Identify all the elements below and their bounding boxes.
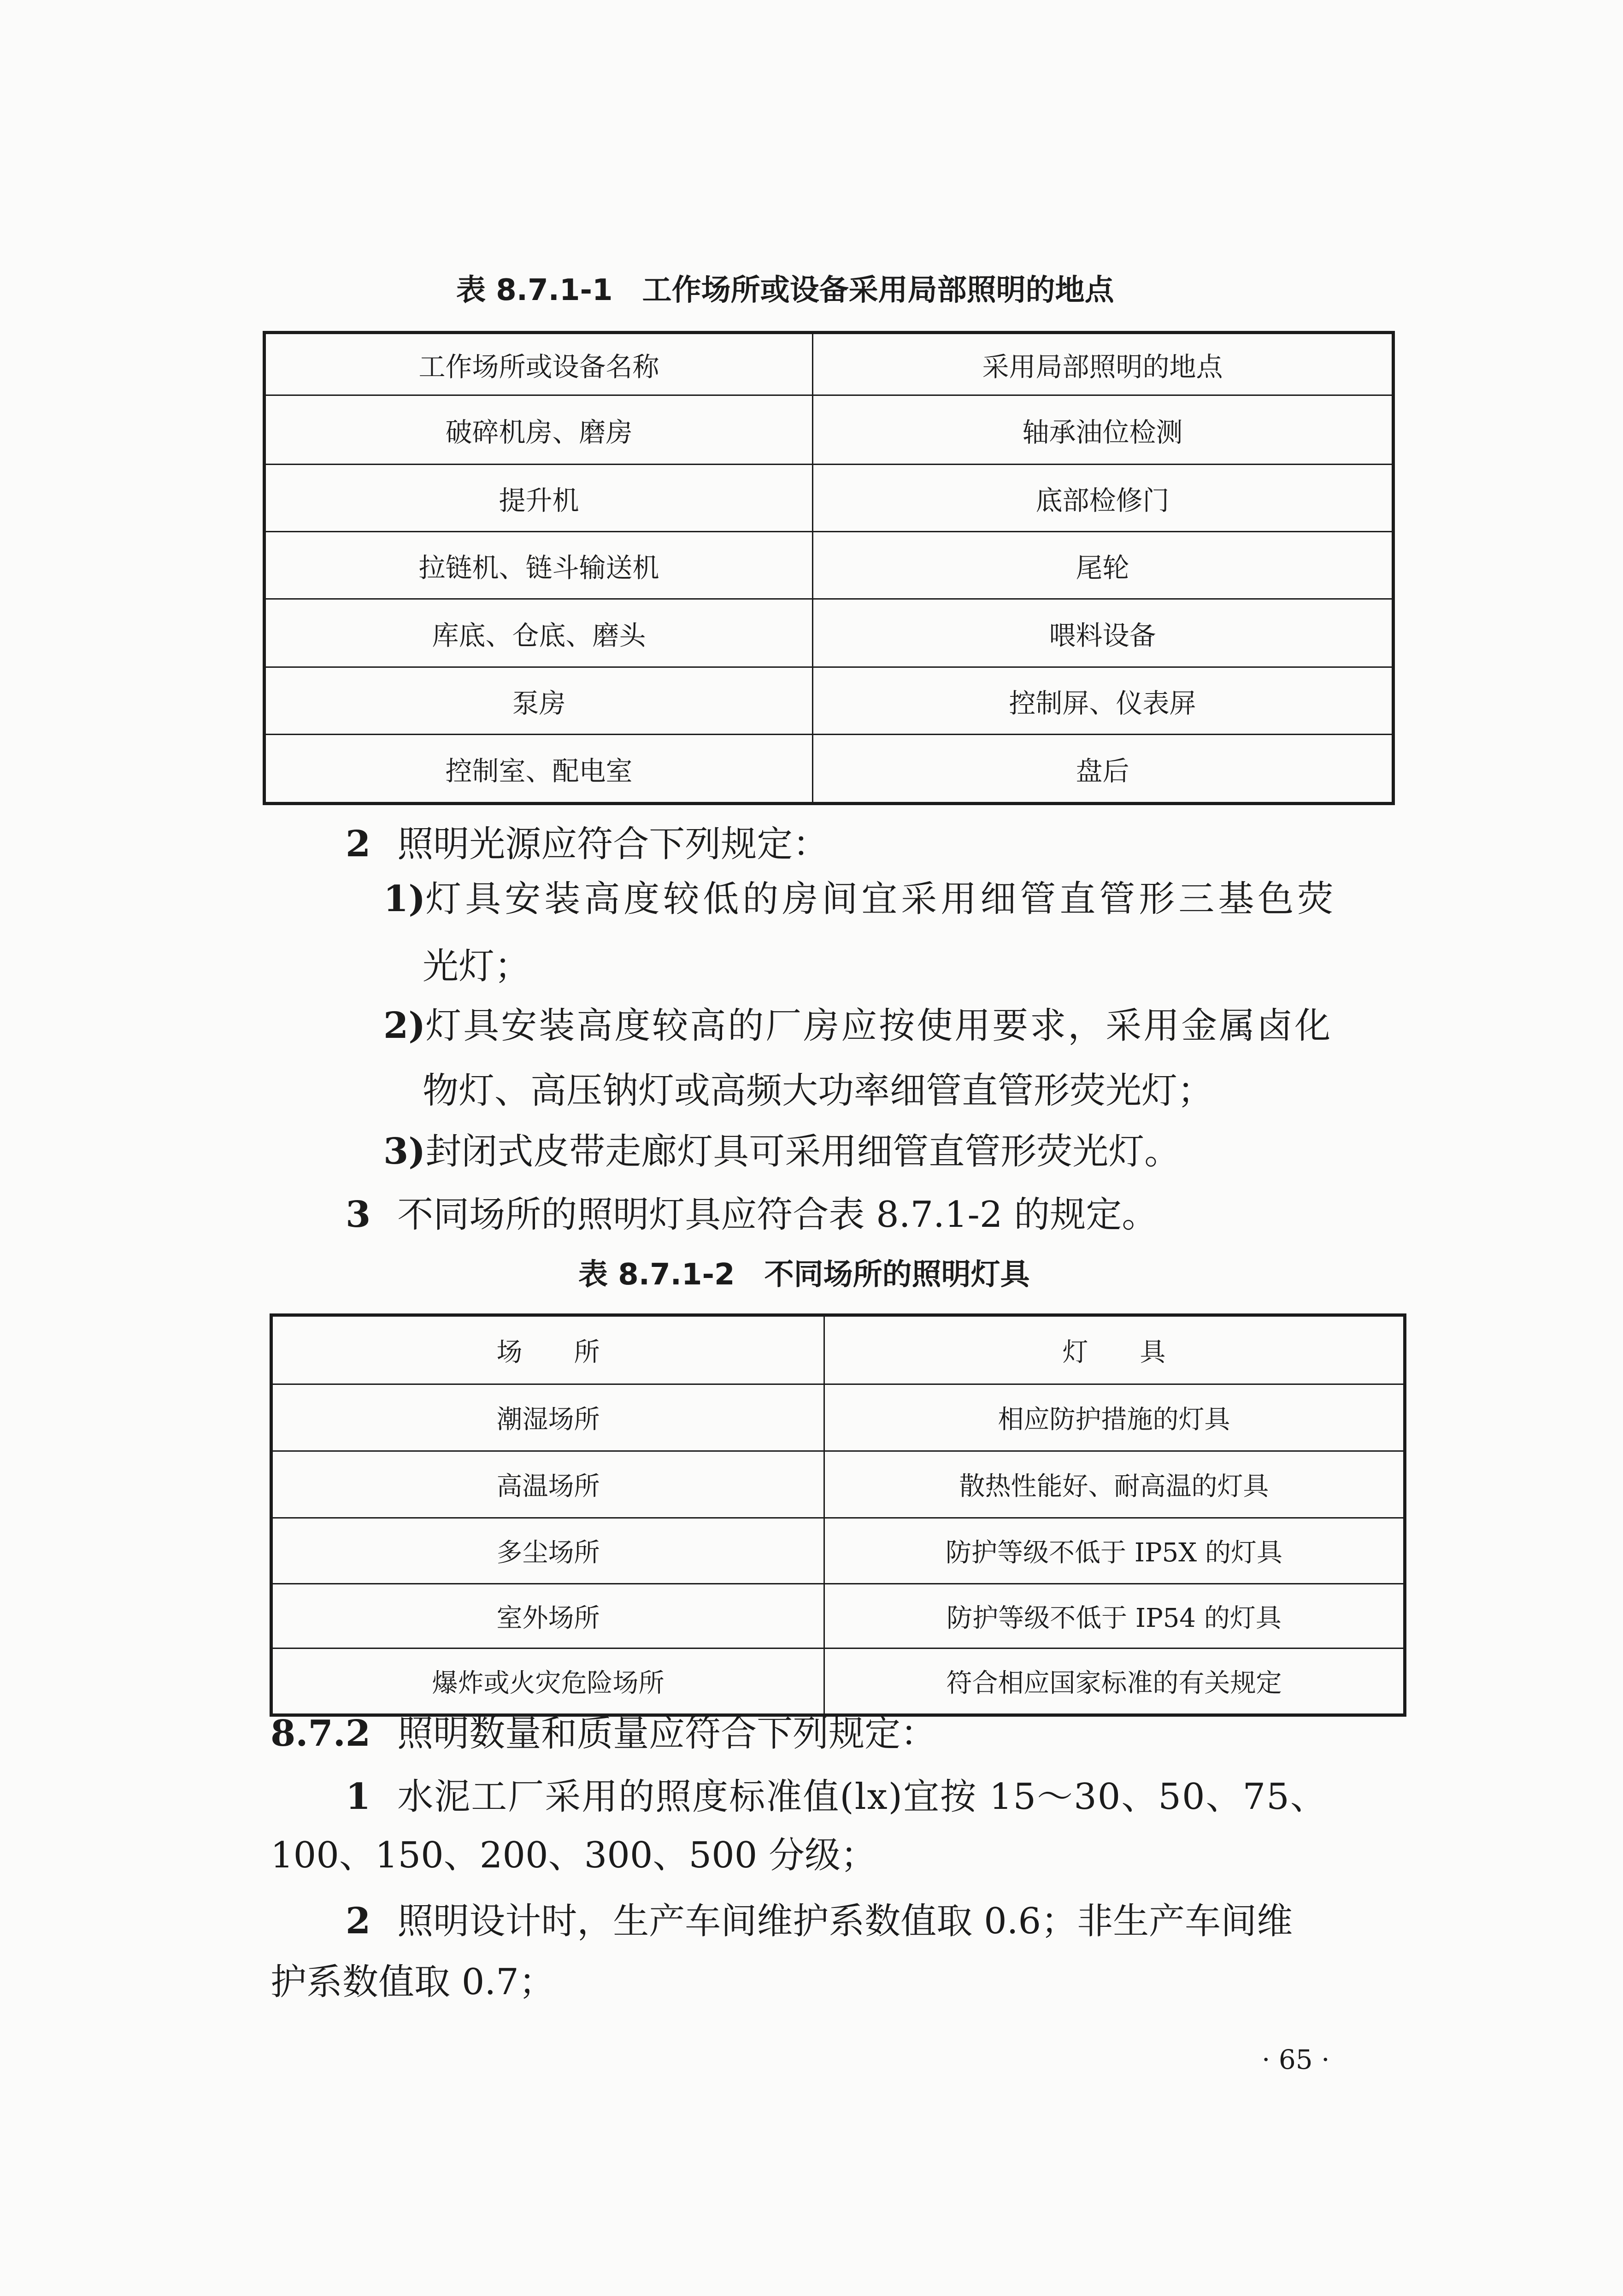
section-item-2-continuation: 护系数值取 0.7； — [270, 1961, 555, 2003]
table-cell: 多尘场所 — [271, 1518, 824, 1584]
sub-item-2-continuation: 物灯、高压钠灯或高频大功率细管直管形荧光灯； — [423, 1070, 1214, 1112]
table-cell: 盘后 — [813, 735, 1394, 804]
table2-header-cell: 灯 具 — [824, 1315, 1405, 1384]
sub-item-2-line — [383, 1005, 1333, 1047]
table-cell: 尾轮 — [813, 532, 1394, 599]
table-cell: 底部检修门 — [813, 465, 1394, 532]
table-row — [271, 1451, 1405, 1518]
table-cell: 控制屏、仪表屏 — [813, 667, 1394, 735]
section-item-2-line — [346, 1900, 1293, 1942]
table2-caption-number: 表 8.7.1-2 — [578, 1258, 735, 1292]
table-row — [265, 465, 1394, 532]
table-cell: 喂料设备 — [813, 599, 1394, 667]
table-cell: 提升机 — [265, 465, 813, 532]
table-cell: 爆炸或火灾危险场所 — [271, 1648, 824, 1715]
table-cell: 拉链机、链斗输送机 — [265, 532, 813, 599]
sub-item-2-text: 灯具安装高度较高的厂房应按使用要求，采用金属卤化 — [425, 1005, 1333, 1047]
sub-item-2-number: 2) — [383, 1005, 426, 1047]
table2-caption — [578, 1251, 1030, 1293]
table-row — [271, 1584, 1405, 1648]
table-cell: 散热性能好、耐高温的灯具 — [824, 1451, 1405, 1518]
section-heading-line — [270, 1713, 937, 1754]
item-3-text: 不同场所的照明灯具应符合表 8.7.1-2 的规定。 — [397, 1194, 1158, 1236]
sub-item-3-text: 封闭式皮带走廊灯具可采用细管直管形荧光灯。 — [425, 1131, 1181, 1172]
item-2-line — [346, 823, 829, 865]
table1-caption-number: 表 8.7.1-1 — [456, 273, 613, 307]
table-cell: 轴承油位检测 — [813, 395, 1394, 465]
section-item-2-number: 2 — [346, 1900, 371, 1942]
item-3-line — [346, 1194, 1158, 1236]
table-row — [271, 1518, 1405, 1584]
item-2-text: 照明光源应符合下列规定： — [397, 824, 829, 865]
item-3-number: 3 — [346, 1194, 371, 1236]
table2-header-cell: 场 所 — [271, 1315, 824, 1384]
table1-header-cell: 采用局部照明的地点 — [813, 333, 1394, 395]
table-row — [265, 532, 1394, 599]
section-item-1-number: 1 — [346, 1776, 371, 1818]
table-row — [265, 599, 1394, 667]
section-item-2-text: 照明设计时，生产车间维护系数值取 0.6；非生产车间维 — [397, 1901, 1293, 1942]
table-cell: 控制室、配电室 — [265, 735, 813, 804]
table-row — [271, 1384, 1405, 1451]
table-cell: 潮湿场所 — [271, 1384, 824, 1451]
table-row — [265, 667, 1394, 735]
table2-header-row — [271, 1315, 1405, 1384]
table-cell: 高温场所 — [271, 1451, 824, 1518]
page-number: · 65 · — [1262, 2044, 1330, 2075]
table-cell: 符合相应国家标准的有关规定 — [824, 1648, 1405, 1715]
sub-item-3-number: 3) — [383, 1130, 426, 1172]
table-row — [265, 395, 1394, 465]
table1-caption — [456, 266, 1114, 309]
table-cell: 库底、仓底、磨头 — [265, 599, 813, 667]
table-cell: 泵房 — [265, 667, 813, 735]
section-item-1-continuation: 100、150、200、300、500 分级； — [270, 1835, 877, 1876]
table-cell: 室外场所 — [271, 1584, 824, 1648]
sub-item-1-text: 灯具安装高度较低的房间宜采用细管直管形三基色荧 — [425, 878, 1337, 920]
table-row — [265, 735, 1394, 804]
table1-caption-title: 工作场所或设备采用局部照明的地点 — [642, 273, 1114, 307]
section-number: 8.7.2 — [270, 1713, 371, 1754]
sub-item-1-number: 1) — [383, 878, 426, 920]
section-item-1-line — [346, 1776, 1327, 1818]
item-2-number: 2 — [346, 823, 371, 865]
sub-item-1-line — [383, 878, 1337, 920]
table1-header-cell: 工作场所或设备名称 — [265, 333, 813, 395]
table2-caption-title: 不同场所的照明灯具 — [764, 1258, 1030, 1292]
table1 — [263, 331, 1395, 805]
table-cell: 防护等级不低于 IP5X 的灯具 — [824, 1518, 1405, 1584]
table-row — [271, 1648, 1405, 1715]
table-cell: 破碎机房、磨房 — [265, 395, 813, 465]
table1-header-row — [265, 333, 1394, 395]
table-cell: 相应防护措施的灯具 — [824, 1384, 1405, 1451]
table2 — [270, 1313, 1406, 1717]
sub-item-3-line — [383, 1130, 1181, 1172]
sub-item-1-continuation: 光灯； — [423, 946, 531, 987]
table-cell: 防护等级不低于 IP54 的灯具 — [824, 1584, 1405, 1648]
section-text: 照明数量和质量应符合下列规定： — [397, 1713, 937, 1754]
section-item-1-text: 水泥工厂采用的照度标准值(lx)宜按 15～30、50、75、 — [397, 1776, 1327, 1818]
